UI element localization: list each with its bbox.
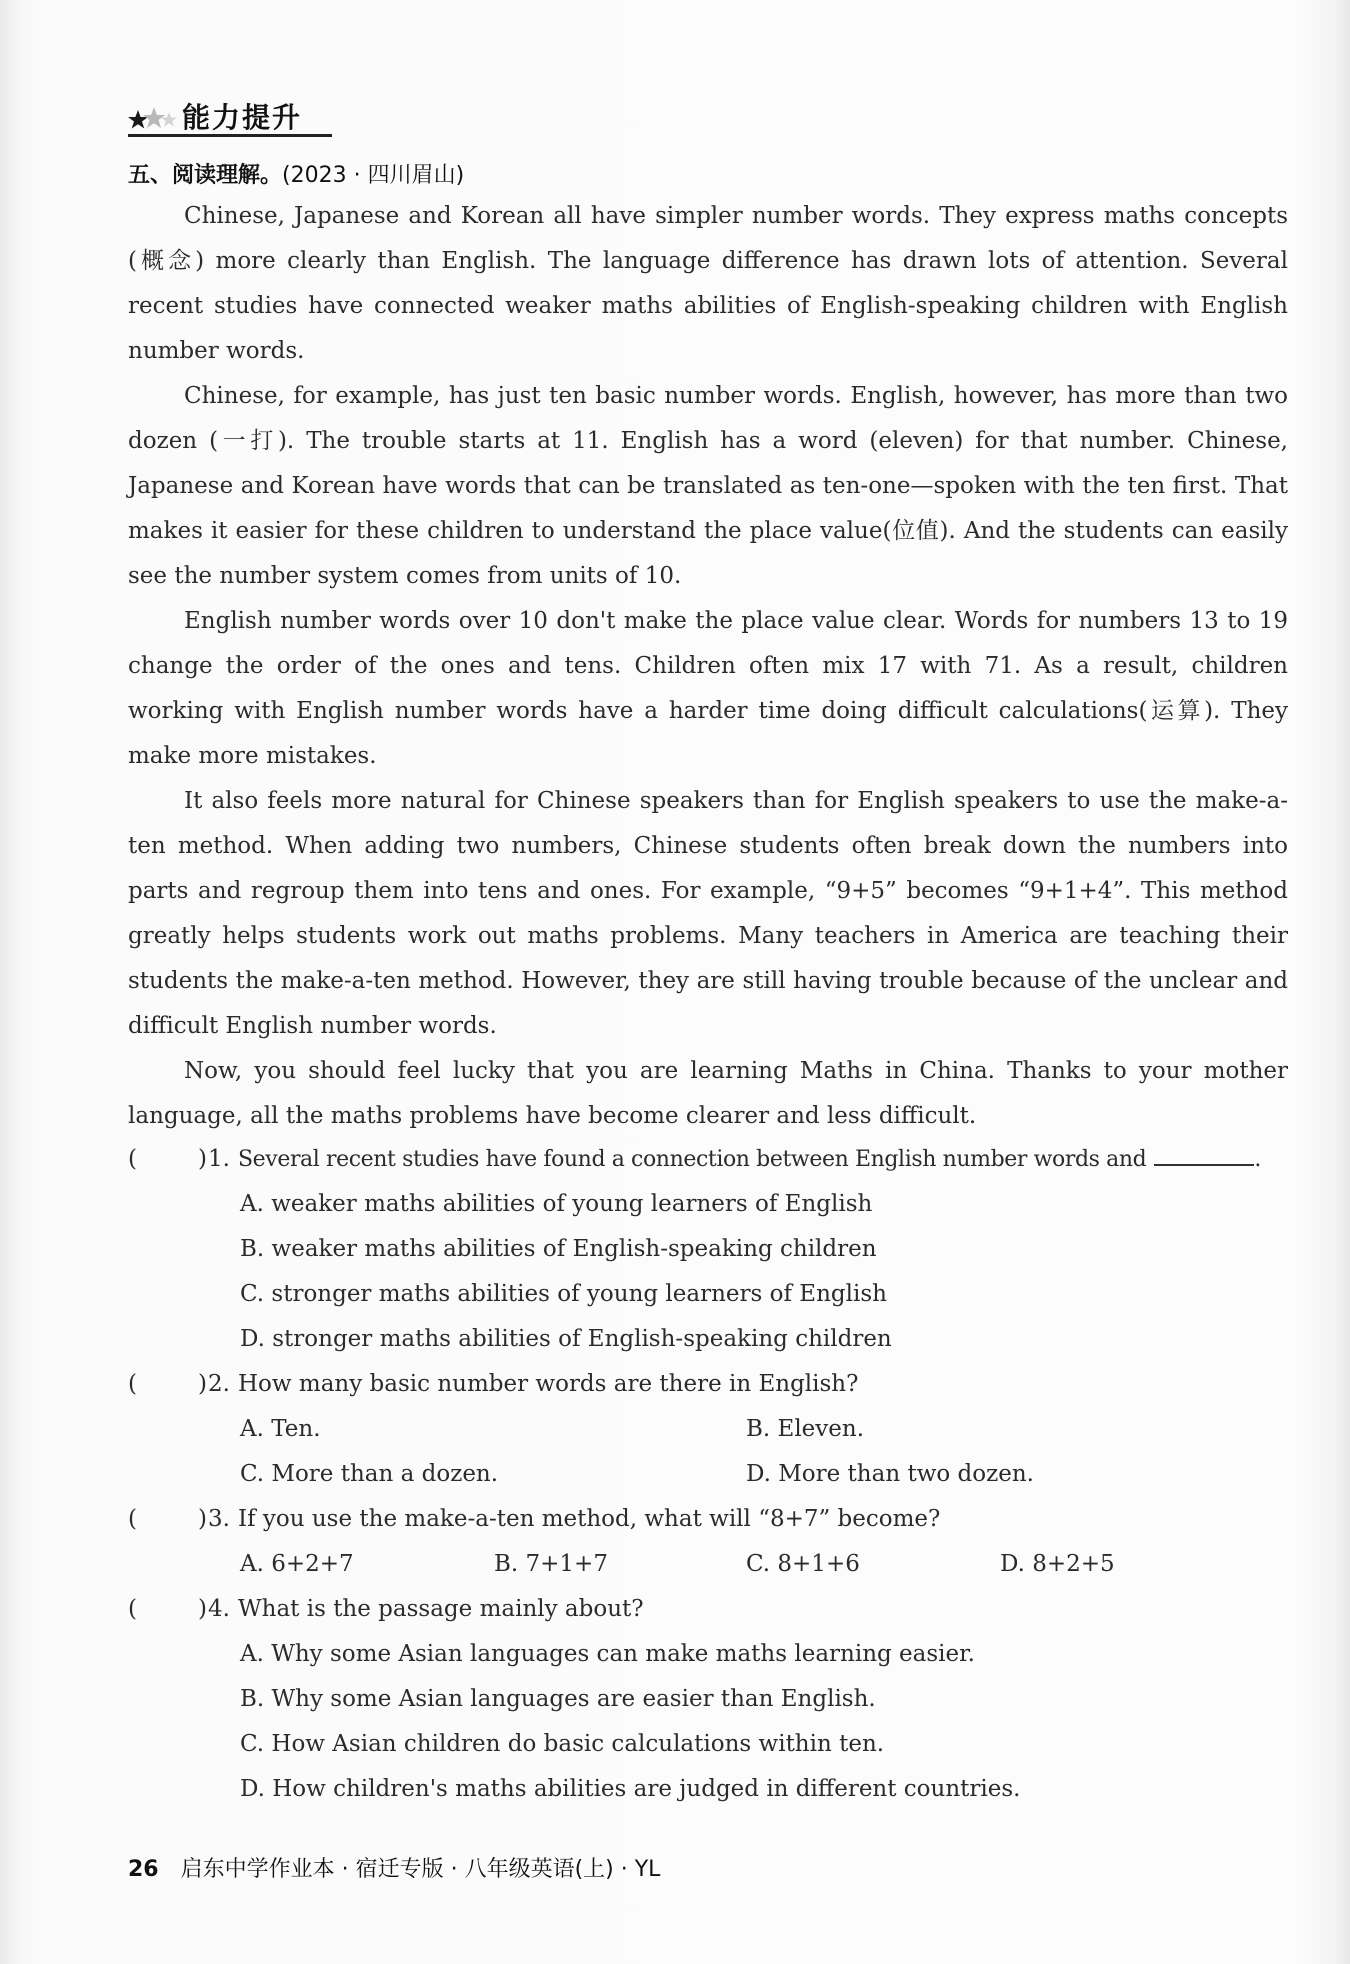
option-row [128, 1542, 1288, 1587]
question-stem-text: Several recent studies have found a connection between English number words and [238, 1147, 1147, 1172]
question-4 [128, 1587, 1288, 1632]
question-stem-end: . [1254, 1147, 1261, 1172]
book-title: 启东中学作业本 · 宿迁专版 · 八年级英语(上) · YL [180, 1857, 661, 1882]
option-row [128, 1452, 1288, 1497]
question-1 [128, 1137, 1288, 1182]
question-3 [128, 1497, 1288, 1542]
question-number: 1. [208, 1146, 230, 1172]
option-c: C. 8+1+6 [746, 1551, 860, 1577]
answer-blank [1154, 1142, 1254, 1166]
question-stem: If you use the make-a-ten method, what will “8+7” become? [238, 1506, 941, 1532]
option-b: B. Why some Asian languages are easier than English. [240, 1686, 876, 1712]
answer-paren-open: ( [128, 1506, 137, 1532]
option-a: A. Why some Asian languages can make maths learning easier. [240, 1641, 975, 1667]
option-row [128, 1632, 1288, 1677]
option-b: B. 7+1+7 [494, 1551, 608, 1577]
answer-paren-open: ( [128, 1596, 137, 1622]
exercise-source: (2023 · 四川眉山) [282, 163, 465, 188]
exercise-heading [128, 158, 464, 189]
passage-paragraph-1: Chinese, Japanese and Korean all have simpler number words. They express maths concepts (概念) more clearly than English. The language difference has drawn lots of attention. Several recent studies have connected weaker maths abilities of English-speaking children with English number words. [128, 203, 1288, 364]
option-d: D. stronger maths abilities of English-speaking children [240, 1326, 892, 1352]
answer-paren-open: ( [128, 1146, 137, 1172]
option-row [128, 1407, 1288, 1452]
option-row [128, 1767, 1288, 1812]
section-title: 能力提升 [182, 101, 303, 134]
option-row [128, 1317, 1288, 1362]
answer-paren-close: ) [198, 1506, 207, 1532]
option-d: D. 8+2+5 [1000, 1551, 1115, 1577]
option-d: D. How children's maths abilities are judged in different countries. [240, 1776, 1021, 1802]
question-2 [128, 1362, 1288, 1407]
option-c: C. More than a dozen. [240, 1461, 499, 1487]
stars-icon [128, 106, 184, 134]
option-c: C. stronger maths abilities of young learners of English [240, 1281, 887, 1307]
page-number: 26 [128, 1857, 159, 1882]
question-number: 2. [208, 1371, 230, 1397]
option-b: B. weaker maths abilities of English-speaking children [240, 1236, 877, 1262]
passage-paragraph-5: Now, you should feel lucky that you are learning Maths in China. Thanks to your mother language, all the maths problems have become clearer and less difficult. [128, 1058, 1288, 1129]
answer-paren-close: ) [198, 1596, 207, 1622]
option-row [128, 1227, 1288, 1272]
option-a: A. 6+2+7 [240, 1551, 354, 1577]
question-stem [238, 1137, 1261, 1182]
answer-paren-open: ( [128, 1371, 137, 1397]
question-number: 4. [208, 1596, 230, 1622]
option-a: A. weaker maths abilities of young learners of English [240, 1191, 873, 1217]
question-list [128, 1137, 1288, 1812]
option-row [128, 1677, 1288, 1722]
reading-passage [128, 194, 1288, 1139]
option-row [128, 1182, 1288, 1227]
page-footer [128, 1852, 660, 1883]
option-a: A. Ten. [240, 1416, 321, 1442]
answer-paren-close: ) [198, 1371, 207, 1397]
question-number: 3. [208, 1506, 230, 1532]
exercise-label: 五、阅读理解。 [128, 163, 283, 188]
option-row [128, 1272, 1288, 1317]
passage-paragraph-3: English number words over 10 don't make the place value clear. Words for numbers 13 to 19 change the order of the ones and tens. Children often mix 17 with 71. As a result, children working with English number words have a harder time doing difficult calculations(运算). They make more mistakes. [128, 608, 1288, 769]
option-row [128, 1722, 1288, 1767]
section-header [128, 96, 332, 140]
option-d: D. More than two dozen. [746, 1461, 1034, 1487]
question-stem: What is the passage mainly about? [238, 1596, 644, 1622]
answer-paren-close: ) [198, 1146, 207, 1172]
question-stem: How many basic number words are there in English? [238, 1371, 859, 1397]
option-b: B. Eleven. [746, 1416, 865, 1442]
passage-paragraph-2: Chinese, for example, has just ten basic number words. English, however, has more than two dozen (一打). The trouble starts at 11. English has a word (eleven) for that number. Chinese, Japanese and Korean have words that can be translated as ten-one—spoken with the ten first. That makes it easier for these children to understand the place value(位值). And the students can easily see the number system comes from units of 10. [128, 383, 1288, 589]
passage-paragraph-4: It also feels more natural for Chinese speakers than for English speakers to use the make-a-ten method. When adding two numbers, Chinese students often break down the numbers into parts and regroup them into tens and ones. For example, “9+5” becomes “9+1+4”. This method greatly helps students work out maths problems. Many teachers in America are teaching their students the make-a-ten method. However, they are still having trouble because of the unclear and difficult English number words. [128, 788, 1288, 1039]
section-underline [128, 134, 332, 137]
option-c: C. How Asian children do basic calculations within ten. [240, 1731, 885, 1757]
